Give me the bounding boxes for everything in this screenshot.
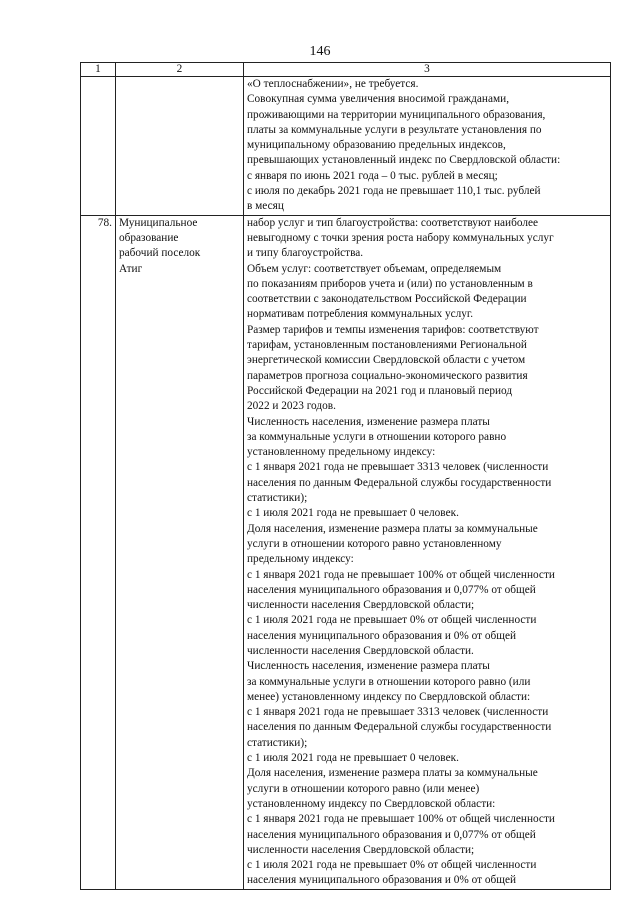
text-line: Объем услуг: соответствует объемам, определяемым: [247, 262, 502, 275]
text-line: набор услуг и тип благоустройства: соответствуют наиболее: [247, 216, 539, 229]
text-line: муниципальному образованию предельных индексов,: [247, 139, 506, 152]
text-line: с июля по декабрь 2021 года не превышает 110,1 тыс. рублей: [247, 185, 541, 198]
text-line: населения по данным Федеральной службы государственности: [247, 476, 552, 489]
text-line: Атиг: [119, 262, 143, 275]
text-line: с 1 июля 2021 года не превышает 0 человек.: [247, 507, 459, 520]
text-line: населения муниципального образования и 0,077% от общей: [247, 583, 536, 596]
text-line: платы за коммунальные услуги в результате установления по: [247, 123, 542, 136]
text-line: проживающими на территории муниципального образования,: [247, 108, 546, 121]
text-line: образование: [119, 231, 179, 244]
text-line: соответствии с законодательством Российской Федерации: [247, 293, 527, 306]
text-line: с 1 января 2021 года не превышает 3313 человек (численности: [247, 706, 549, 719]
text-line: превышающих установленный индекс по Свердловской области:: [247, 154, 561, 167]
text-line: численности населения Свердловской области.: [247, 644, 474, 657]
column-number-3: 3: [244, 63, 611, 77]
text-line: с 1 июля 2021 года не превышает 0% от общей численности: [247, 859, 537, 872]
text-line: 2022 и 2023 годов.: [247, 400, 336, 413]
text-line: населения муниципального образования и 0% от общей: [247, 629, 517, 642]
text-line: энергетической комиссии Свердловской области с учетом: [247, 354, 526, 367]
text-line: предельному индексу:: [247, 553, 354, 566]
row-number-cell: [81, 77, 116, 216]
text-line: с 1 июля 2021 года не превышает 0 человек.: [247, 752, 459, 765]
text-line: с 1 июля 2021 года не превышает 0% от общей численности: [247, 614, 537, 627]
text-line: Численность населения, изменение размера платы: [247, 660, 490, 673]
text-line: за коммунальные услуги в отношении которого равно: [247, 430, 507, 443]
municipality-cell: [116, 215, 244, 889]
text-line: рабочий поселок: [119, 247, 201, 260]
text-line: численности населения Свердловской области;: [247, 843, 475, 856]
text-line: населения муниципального образования и 0% от общей: [247, 874, 517, 887]
text-line: с 1 января 2021 года не превышает 100% от общей численности: [247, 568, 555, 581]
text-line: невыгодному с точки зрения роста набору коммунальных услуг: [247, 231, 554, 244]
row-number-cell: 78.: [81, 215, 116, 889]
text-line: населения муниципального образования и 0,077% от общей: [247, 828, 536, 841]
text-line: менее) установленному индексу по Свердловской области:: [247, 690, 531, 703]
text-line: Доля населения, изменение размера платы за коммунальные: [247, 767, 538, 780]
text-line: численности населения Свердловской области;: [247, 599, 475, 612]
text-line: тарифам, установленным постановлениями Региональной: [247, 339, 527, 352]
page-number: 146: [309, 44, 331, 59]
text-line: установленному предельному индексу:: [247, 446, 436, 459]
text-line: установленному индексу по Свердловской области:: [247, 797, 496, 810]
document-table: [80, 62, 611, 890]
text-line: с января по июнь 2021 года – 0 тыс. рублей в месяц;: [247, 169, 498, 182]
column-number-2: 2: [116, 63, 244, 77]
text-line: статистики);: [247, 492, 308, 505]
municipality-cell: [116, 77, 244, 216]
text-line: услуги в отношении которого равно (или менее): [247, 782, 480, 795]
text-line: статистики);: [247, 736, 308, 749]
description-cell: [244, 77, 611, 216]
text-line: услуги в отношении которого равно установленному: [247, 537, 502, 550]
text-line: нормативам потребления коммунальных услуг.: [247, 308, 474, 321]
description-cell: [244, 215, 611, 889]
text-line: Совокупная сумма увеличения вносимой гражданами,: [247, 93, 510, 106]
text-line: Доля населения, изменение размера платы за коммунальные: [247, 522, 538, 535]
table-row: [81, 215, 611, 889]
text-line: за коммунальные услуги в отношении которого равно (или: [247, 675, 531, 688]
table-row: [81, 77, 611, 216]
text-line: и типу благоустройства.: [247, 247, 364, 260]
column-number-1: 1: [81, 63, 116, 77]
text-line: «О теплоснабжении», не требуется.: [247, 78, 419, 90]
text-line: Муниципальное: [119, 216, 198, 229]
text-line: параметров прогноза социально-экономического развития: [247, 369, 528, 382]
text-line: Численность населения, изменение размера платы: [247, 415, 490, 428]
text-line: с 1 января 2021 года не превышает 100% от общей численности: [247, 813, 555, 826]
text-line: Размер тарифов и темпы изменения тарифов: соответствуют: [247, 323, 539, 336]
text-line: по показаниям приборов учета и (или) по установленным в: [247, 277, 533, 290]
text-line: населения по данным Федеральной службы государственности: [247, 721, 552, 734]
text-line: Российской Федерации на 2021 год и плановый период: [247, 384, 513, 397]
column-number-row: [81, 63, 611, 77]
text-line: в месяц: [247, 200, 284, 213]
text-line: с 1 января 2021 года не превышает 3313 человек (численности: [247, 461, 549, 474]
